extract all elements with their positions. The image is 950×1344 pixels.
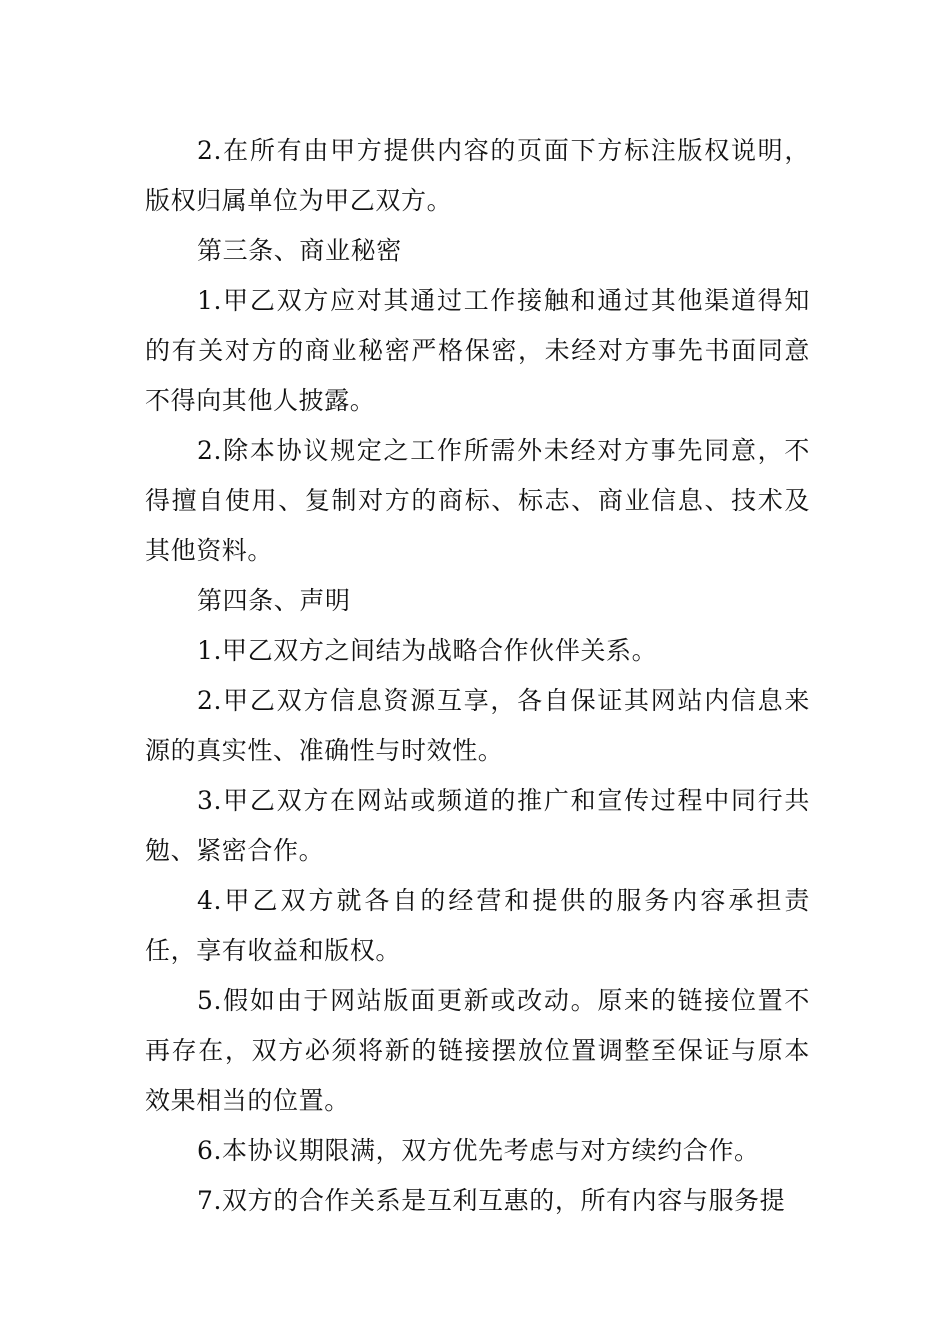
heading-article-4-statement: 第四条、声明 xyxy=(197,586,351,615)
paragraph-no-unauthorized-use: 2.除本协议规定之工作所需外未经对方事先同意，不得擅自使用、复制对方的商标、标志、商业信息、技术及其他资料。 xyxy=(145,436,810,565)
paragraph-promotion-cooperation: 3.甲乙双方在网站或频道的推广和宣传过程中同行共勉、紧密合作。 xyxy=(145,786,810,865)
paragraph-information-sharing: 2.甲乙双方信息资源互享，各自保证其网站内信息来源的真实性、准确性与时效性。 xyxy=(145,686,810,765)
paragraph-mutual-benefit: 7.双方的合作关系是互利互惠的，所有内容与服务提 xyxy=(197,1186,786,1215)
paragraph-confidentiality: 1.甲乙双方应对其通过工作接触和通过其他渠道得知的有关对方的商业秘密严格保密，未经对方事先书面同意不得向其他人披露。 xyxy=(145,286,810,415)
paragraph-link-position: 5.假如由于网站版面更新或改动。原来的链接位置不再存在，双方必须将新的链接摆放位置调整至保证与原本效果相当的位置。 xyxy=(145,986,810,1115)
paragraph-copyright-notice: 2.在所有由甲方提供内容的页面下方标注版权说明，版权归属单位为甲乙双方。 xyxy=(145,136,810,215)
paragraph-renewal: 6.本协议期限满，双方优先考虑与对方续约合作。 xyxy=(197,1136,760,1165)
document-body xyxy=(145,126,810,1226)
paragraph-strategic-partnership: 1.甲乙双方之间结为战略合作伙伴关系。 xyxy=(197,636,658,665)
paragraph-responsibility: 4.甲乙双方就各自的经营和提供的服务内容承担责任，享有收益和版权。 xyxy=(145,886,810,965)
heading-article-3-trade-secrets: 第三条、商业秘密 xyxy=(197,236,402,265)
